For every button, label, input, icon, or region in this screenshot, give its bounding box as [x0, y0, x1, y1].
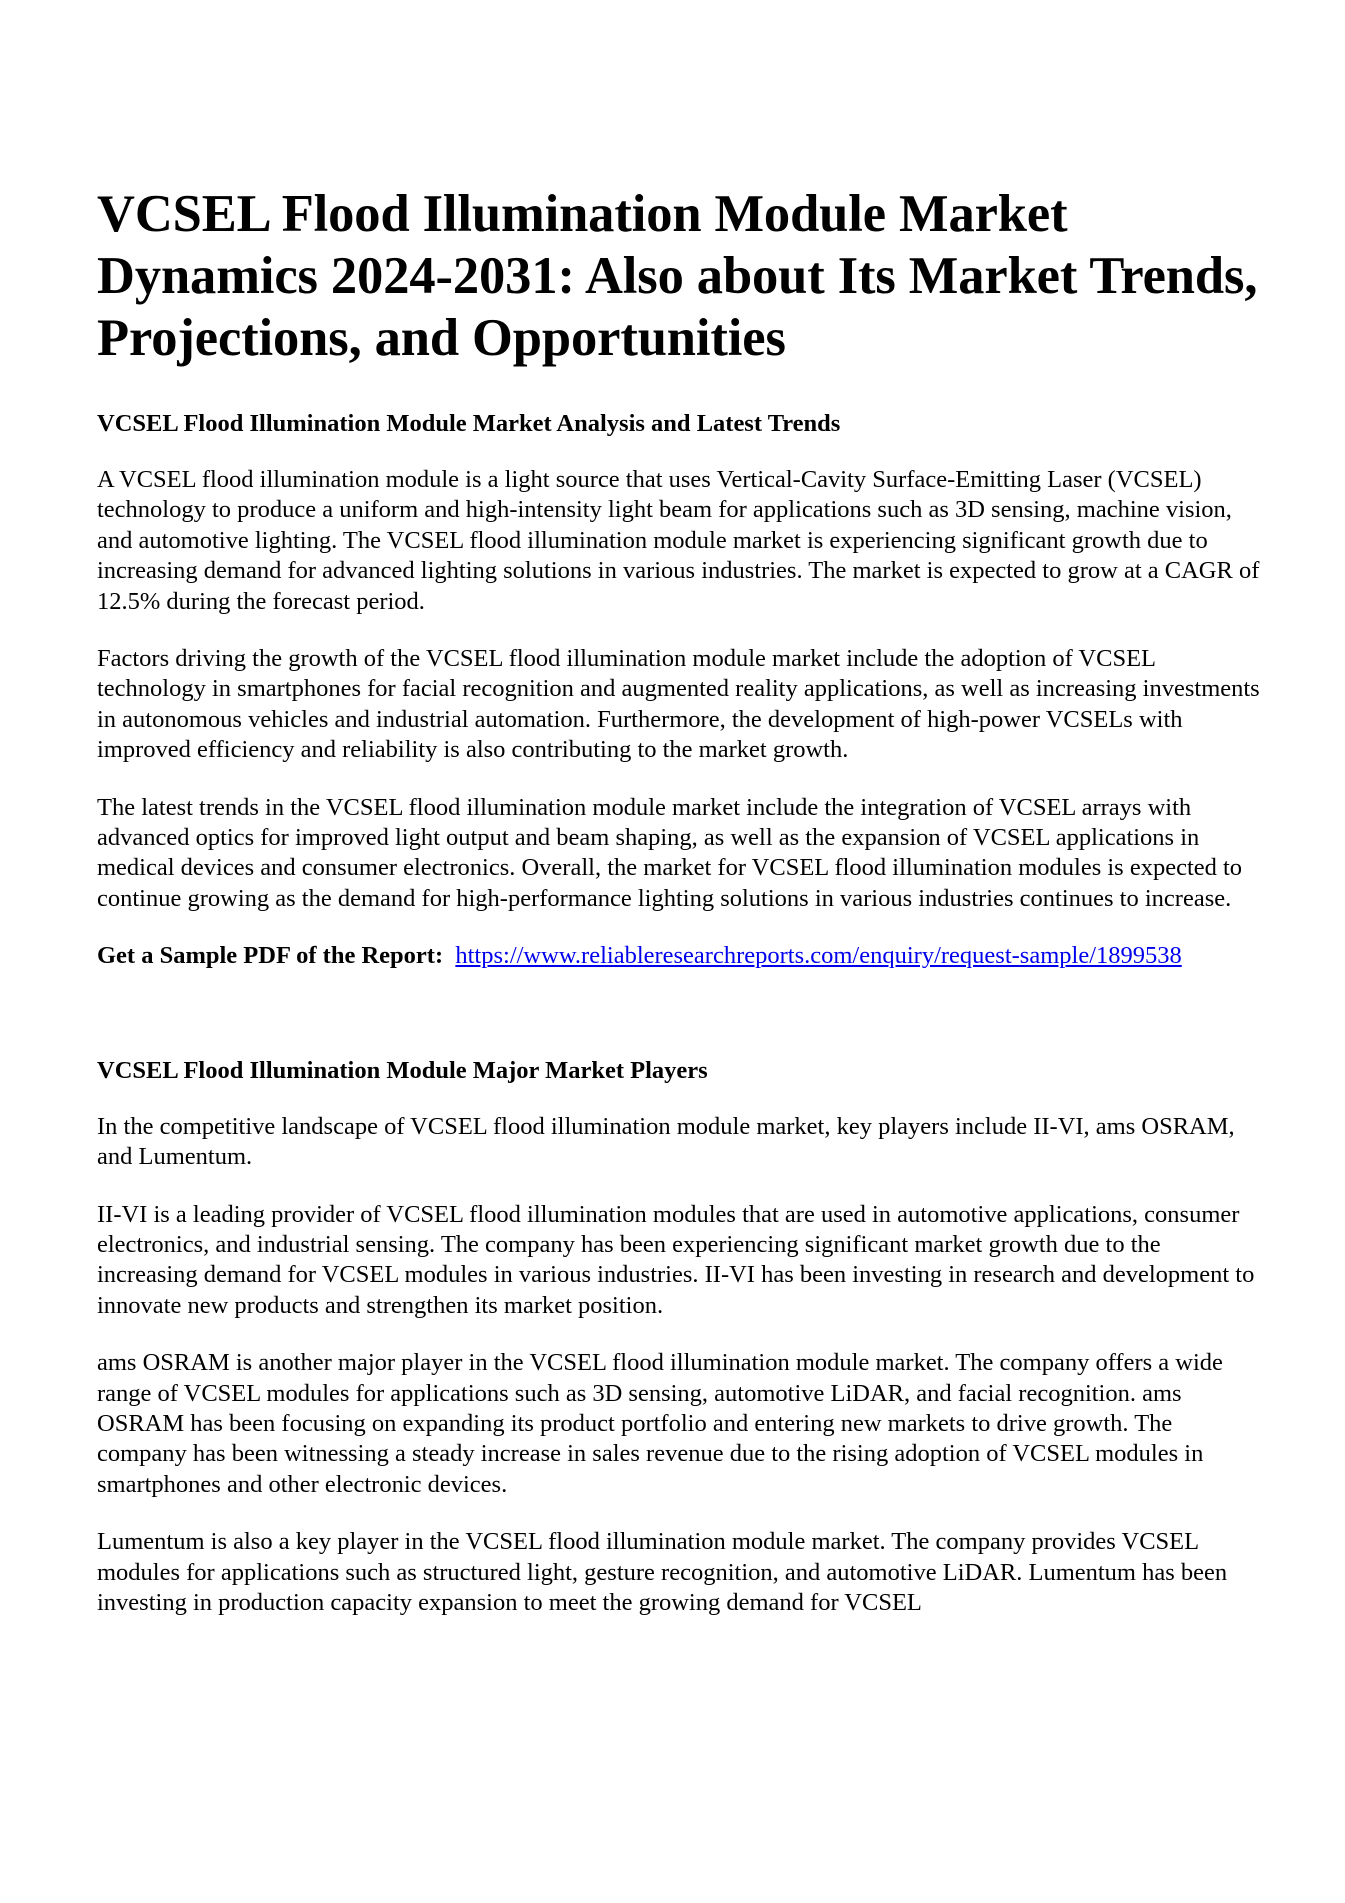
paragraph-latest-trends: The latest trends in the VCSEL flood illumination module market include the integration of VCSEL arrays with advanced optics for improved light output and beam shaping, as well as the expansion of VCSEL applications in medical devices and consumer electronics. Overall, the market for VCSEL flood illumination modules is expected to continue growing as the demand for high-performance lighting solutions in various industries continues to increase.: [97, 793, 1243, 912]
section-heading-players: VCSEL Flood Illumination Module Major Market Players: [97, 1056, 708, 1084]
paragraph-ams-osram: ams OSRAM is another major player in the VCSEL flood illumination module market. The company offers a wide range of VCSEL modules for applications such as 3D sensing, automotive LiDAR, and facial recognition. ams OSRAM has been focusing on expanding its product portfolio and entering new markets to drive growth. The company has been witnessing a steady increase in sales revenue due to the rising adoption of VCSEL modules in smartphones and other electronic devices.: [97, 1349, 1223, 1498]
section-spacer: [97, 972, 1267, 1056]
sample-pdf-line: [97, 941, 1267, 971]
sample-pdf-label: Get a Sample PDF of the Report:: [97, 942, 444, 970]
paragraph-ii-vi: II-VI is a leading provider of VCSEL flood illumination modules that are used in automotive applications, consumer electronics, and industrial sensing. The company has been experiencing significant market growth due to the increasing demand for VCSEL modules in various industries. II-VI has been investing in research and development to innovate new products and strengthen its market position.: [97, 1200, 1255, 1319]
paragraph-overview: A VCSEL flood illumination module is a light source that uses Vertical-Cavity Surface-Emitting Laser (VCSEL) technology to produce a uniform and high-intensity light beam for applications such as 3D sensing, machine vision, and automotive lighting. The VCSEL flood illumination module market is experiencing significant growth due to increasing demand for advanced lighting solutions in various industries. The market is expected to grow at a CAGR of 12.5% during the forecast period.: [97, 466, 1260, 615]
document-title: VCSEL Flood Illumination Module Market Dynamics 2024-2031: Also about Its Market Trends, Projections, and Opportunities: [97, 185, 1258, 367]
sample-pdf-link[interactable]: https://www.reliableresearchreports.com/enquiry/request-sample/1899538: [455, 942, 1182, 970]
paragraph-competitive-landscape: In the competitive landscape of VCSEL flood illumination module market, key players include II-VI, ams OSRAM, and Lumentum.: [97, 1112, 1235, 1171]
paragraph-lumentum: Lumentum is also a key player in the VCSEL flood illumination module market. The company provides VCSEL modules for applications such as structured light, gesture recognition, and automotive LiDAR. Lumentum has been investing in production capacity expansion to meet the growing demand for VCSEL: [97, 1528, 1228, 1616]
section-heading-analysis: VCSEL Flood Illumination Module Market Analysis and Latest Trends: [97, 410, 841, 437]
document-page: [97, 183, 1267, 1645]
paragraph-growth-factors: Factors driving the growth of the VCSEL flood illumination module market include the adoption of VCSEL technology in smartphones for facial recognition and augmented reality applications, as well as increasing investments in autonomous vehicles and industrial automation. Furthermore, the development of high-power VCSELs with improved efficiency and reliability is also contributing to the market growth.: [97, 645, 1260, 764]
